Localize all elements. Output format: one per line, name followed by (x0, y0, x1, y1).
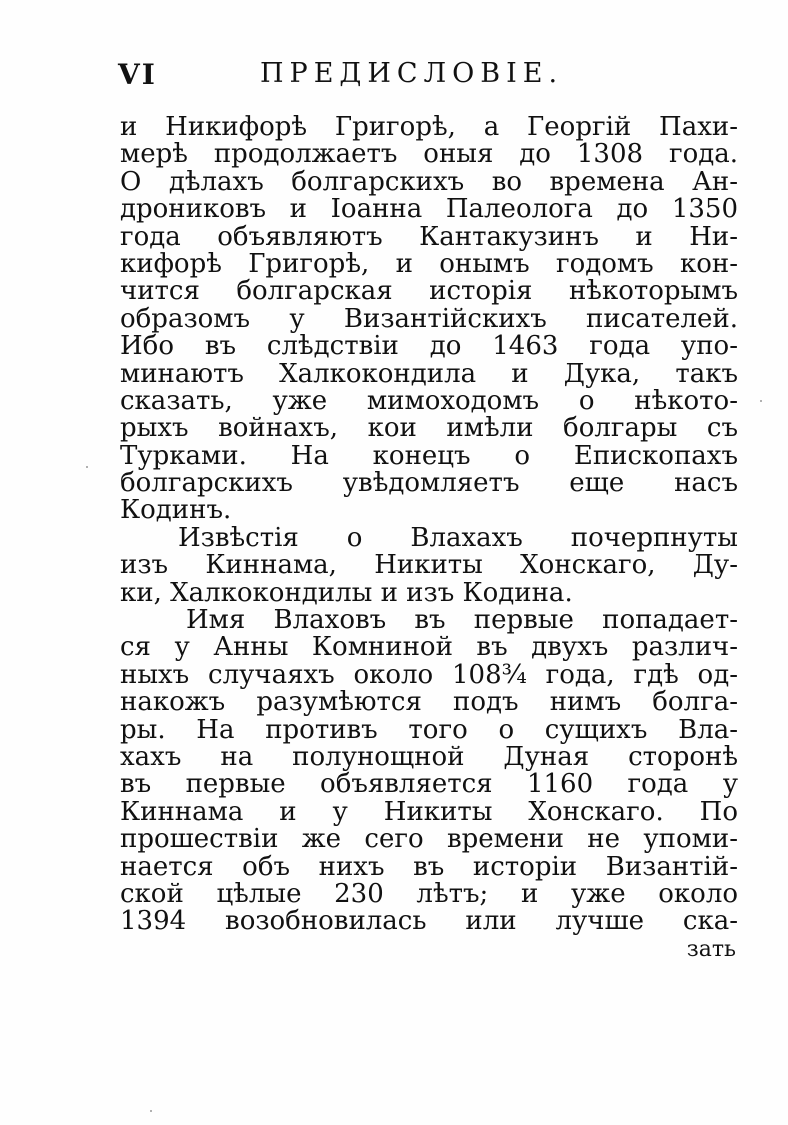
text-line: года объявляютъ Кантакузинъ и Ни- (120, 223, 738, 251)
text-line: ры. На противъ того о сущихъ Вла- (120, 716, 738, 744)
text-line: ской цѣлые 230 лѣтъ; и уже около (120, 880, 738, 909)
paper-speck (86, 466, 88, 468)
text-line: ныхъ случаяхъ около 108¾ года, гдѣ од- (120, 661, 738, 690)
text-line: мерѣ продолжаетъ оныя до 1308 года. (120, 141, 738, 169)
paragraph-first-line: Имя Влаховъ въ первые попадает- (186, 607, 738, 635)
paper-speck (150, 1110, 152, 1112)
page-number: VI (118, 58, 157, 91)
text-line: О дѣлахъ болгарскихъ во времена Ан- (120, 168, 738, 197)
catchword: зать (686, 936, 736, 962)
text-line: болгарскихъ увѣдомляетъ еще насъ (120, 470, 738, 498)
text-line: и Никифорѣ Григорѣ, а Георгiй Пахи- (120, 114, 738, 142)
text-line: ки, Халкокондилы и изъ Кодина. (120, 579, 573, 608)
text-line: изъ Киннама, Никиты Хонскаго, Ду- (120, 552, 738, 580)
text-line: минаютъ Халкокондила и Дука, такъ (120, 360, 738, 388)
running-head: ПРЕДИСЛОВIЕ. (260, 58, 564, 89)
text-line: кифорѣ Григорѣ, и онымъ годомъ кон- (120, 250, 738, 279)
text-line: Кодинъ. (120, 497, 232, 525)
text-line: хахъ на полунощной Дуная сторонѣ (120, 743, 738, 772)
text-line: образомъ у Византiйскихъ писателей. (120, 305, 738, 334)
paper-speck (760, 400, 762, 402)
text-line: дрониковъ и Iоанна Палеолога до 1350 (120, 196, 738, 224)
text-line: Киннама и у Никиты Хонскаго. По (120, 798, 738, 827)
text-line: прошествiи же сего времени не упоми- (120, 826, 738, 854)
text-line: нается объ нихъ въ исторiи Византiй- (120, 853, 738, 881)
text-line: Ибо въ слѣдствiи до 1463 года упо- (120, 333, 738, 361)
text-line: 1394 возобновилась или лучше ска- (120, 908, 738, 936)
body-text (120, 114, 738, 963)
text-line: рыхъ войнахъ, кои имѣли болгары съ (120, 415, 738, 443)
text-line: сказать, уже мимоходомъ о нѣкото- (120, 387, 738, 416)
text-line: накожъ разумѣются подъ нимъ болга- (120, 689, 738, 717)
text-line: ся у Анны Комниной въ двухъ различ- (120, 634, 738, 662)
page-header (118, 58, 738, 98)
paragraph-first-line: Извѣстiя о Влахахъ почерпнуты (178, 524, 738, 553)
text-line: въ первые объявляется 1160 года у (120, 771, 738, 799)
text-line: чится болгарская исторiя нѣкоторымъ (120, 278, 738, 306)
text-line: Турками. На конецъ о Епископахъ (120, 442, 738, 471)
